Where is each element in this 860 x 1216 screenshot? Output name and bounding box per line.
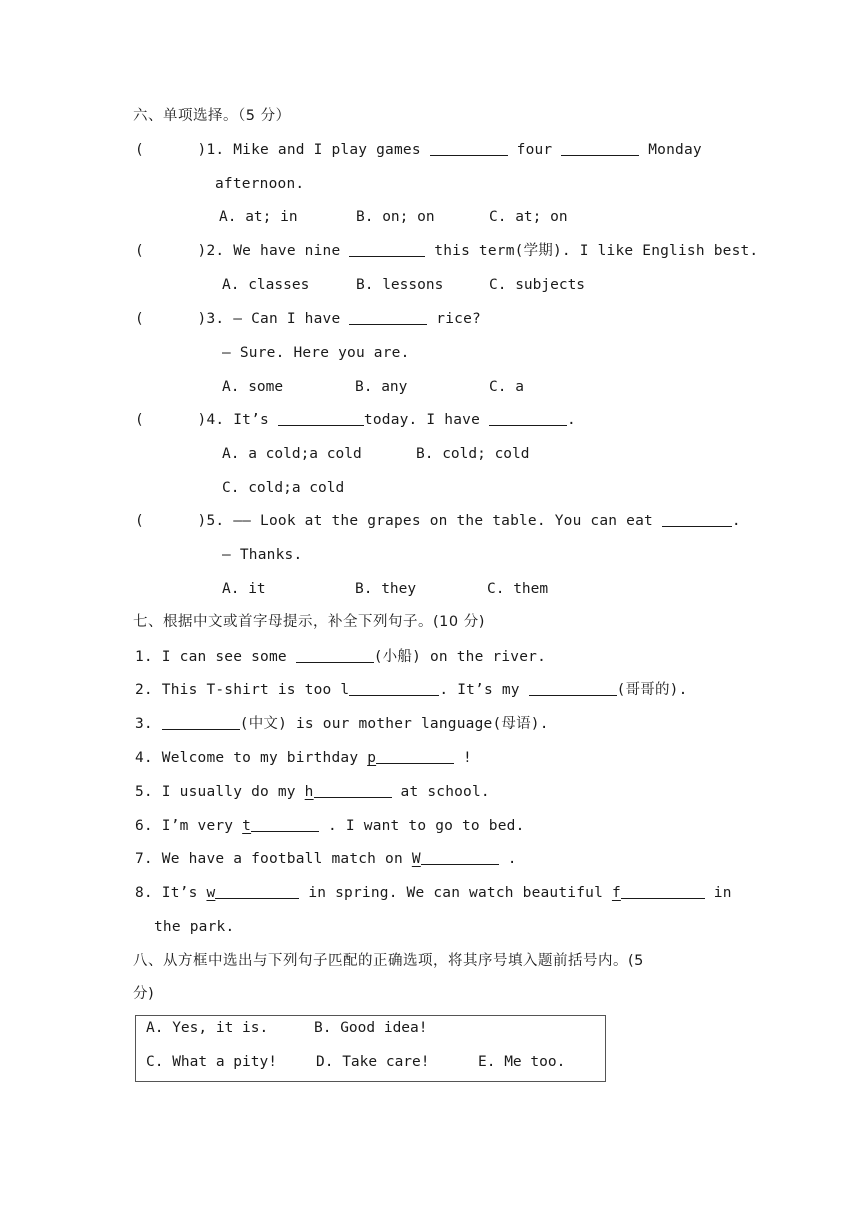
blank[interactable] bbox=[529, 681, 617, 696]
question-3-reply: — Sure. Here you are. bbox=[222, 345, 410, 361]
option-c[interactable]: C. at; on bbox=[489, 209, 568, 225]
section-8-title: 八、从方框中选出与下列句子匹配的正确选项，将其序号填入题前括号内。(5 bbox=[133, 953, 644, 969]
blank[interactable] bbox=[314, 783, 392, 798]
sentence-3: 3. (中文) is our mother language(母语). bbox=[135, 716, 549, 732]
question-1-continued: afternoon. bbox=[215, 176, 305, 192]
blank[interactable] bbox=[421, 850, 499, 865]
blank[interactable] bbox=[296, 648, 374, 663]
sentence-8: 8. It’s w in spring. We can watch beautiful f in bbox=[135, 885, 732, 901]
blank[interactable] bbox=[349, 242, 425, 257]
question-2: ( )2. We have nine this term(学期). I like English best. bbox=[135, 243, 759, 259]
section-7-title: 七、根据中文或首字母提示，补全下列句子。(10 分) bbox=[133, 614, 485, 630]
blank[interactable] bbox=[662, 512, 732, 527]
blank[interactable] bbox=[215, 884, 299, 899]
option-c[interactable]: C. a bbox=[489, 379, 524, 395]
option-b[interactable]: B. cold; cold bbox=[416, 446, 530, 462]
answer-paren[interactable]: ( ) bbox=[135, 142, 207, 158]
blank[interactable] bbox=[430, 141, 508, 156]
option-b[interactable]: B. on; on bbox=[356, 209, 435, 225]
option-a[interactable]: A. some bbox=[222, 379, 284, 395]
question-3: ( )3. — Can I have rice? bbox=[135, 311, 481, 327]
blank[interactable] bbox=[621, 884, 705, 899]
option-b[interactable]: B. they bbox=[355, 581, 417, 597]
blank[interactable] bbox=[561, 141, 639, 156]
blank[interactable] bbox=[162, 715, 240, 730]
box-option-b[interactable]: B. Good idea! bbox=[314, 1020, 428, 1036]
question-1: ( )1. Mike and I play games four Monday bbox=[135, 142, 702, 158]
blank[interactable] bbox=[349, 310, 427, 325]
question-5-reply: — Thanks. bbox=[222, 547, 303, 563]
option-c[interactable]: C. them bbox=[487, 581, 549, 597]
sentence-8-continued: the park. bbox=[154, 919, 235, 935]
sentence-2: 2. This T-shirt is too l . It’s my (哥哥的). bbox=[135, 682, 688, 698]
box-option-d[interactable]: D. Take care! bbox=[316, 1054, 430, 1070]
blank[interactable] bbox=[278, 411, 364, 426]
option-a[interactable]: A. classes bbox=[222, 277, 310, 293]
sentence-4: 4. Welcome to my birthday p ! bbox=[135, 750, 472, 766]
sentence-6: 6. I’m very t . I want to go to bed. bbox=[135, 818, 525, 834]
answer-paren[interactable]: ( ) bbox=[135, 243, 207, 259]
option-c[interactable]: C. cold;a cold bbox=[222, 480, 345, 496]
answer-paren[interactable]: ( ) bbox=[135, 311, 207, 327]
option-c[interactable]: C. subjects bbox=[489, 277, 586, 293]
box-option-e[interactable]: E. Me too. bbox=[478, 1054, 566, 1070]
blank[interactable] bbox=[349, 681, 439, 696]
option-b[interactable]: B. lessons bbox=[356, 277, 444, 293]
sentence-1: 1. I can see some (小船) on the river. bbox=[135, 649, 547, 665]
sentence-5: 5. I usually do my h at school. bbox=[135, 784, 490, 800]
blank[interactable] bbox=[376, 749, 454, 764]
section-8-title-continued: 分) bbox=[133, 986, 155, 1002]
box-option-c[interactable]: C. What a pity! bbox=[146, 1054, 277, 1070]
option-a[interactable]: A. it bbox=[222, 581, 266, 597]
question-4: ( )4. It’s today. I have . bbox=[135, 412, 576, 428]
section-6-title: 六、单项选择。（5 分） bbox=[133, 108, 291, 124]
answer-paren[interactable]: ( ) bbox=[135, 412, 207, 428]
question-5: ( )5. —— Look at the grapes on the table. You can eat . bbox=[135, 513, 741, 529]
option-b[interactable]: B. any bbox=[355, 379, 408, 395]
option-a[interactable]: A. a cold;a cold bbox=[222, 446, 362, 462]
option-a[interactable]: A. at; in bbox=[219, 209, 298, 225]
blank[interactable] bbox=[251, 817, 319, 832]
box-option-a[interactable]: A. Yes, it is. bbox=[146, 1020, 269, 1036]
answer-paren[interactable]: ( ) bbox=[135, 513, 207, 529]
sentence-7: 7. We have a football match on W . bbox=[135, 851, 517, 867]
blank[interactable] bbox=[489, 411, 567, 426]
